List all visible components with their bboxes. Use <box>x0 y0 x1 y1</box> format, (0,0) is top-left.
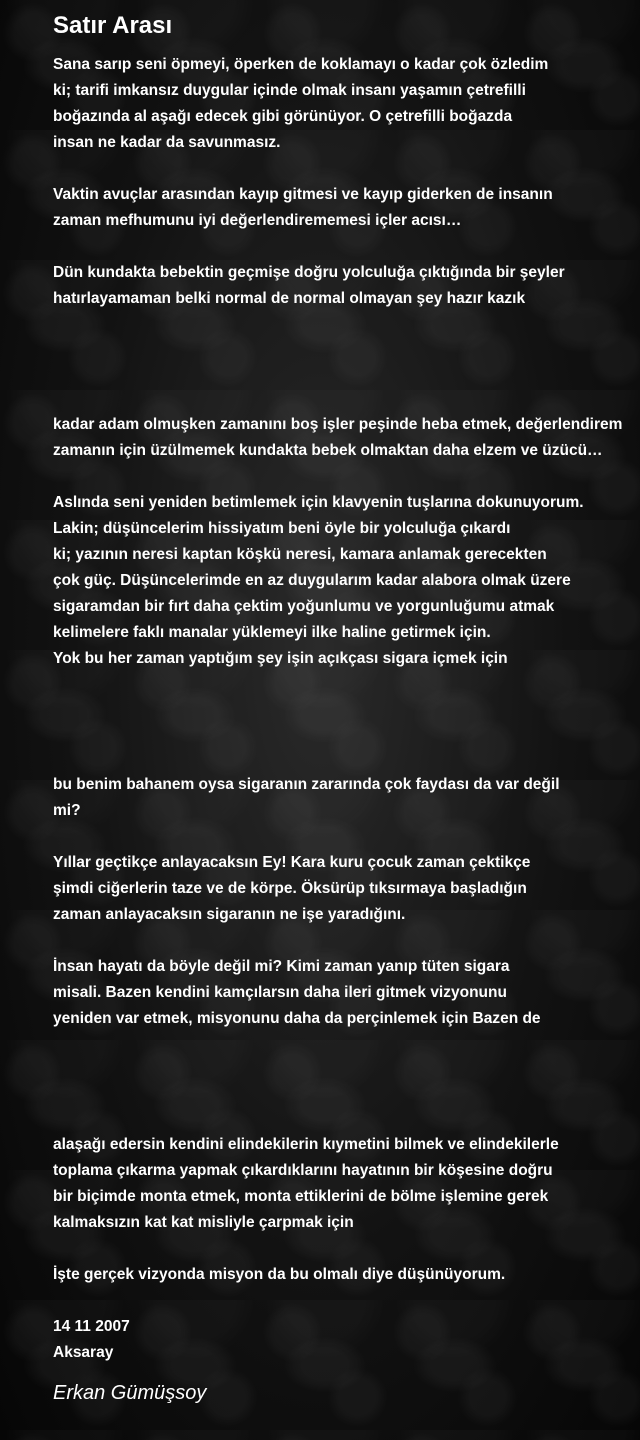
poem-line: zaman anlayacaksın sigaranın ne işe yaradığını. <box>53 906 406 923</box>
poem-line: Yıllar geçtikçe anlayacaksın Ey! Kara kuru çocuk zaman çektikçe <box>53 854 531 871</box>
poem-line: İnsan hayatı da böyle değil mi? Kimi zaman yanıp tüten sigara <box>53 958 510 975</box>
poem-line: kadar adam olmuşken zamanını boş işler peşinde heba etmek, değerlendirem <box>53 416 623 433</box>
poem-line: çok güç. Düşüncelerimde en az duygularım kadar alabora olmak üzere <box>53 572 571 589</box>
poem-line: şimdi ciğerlerin taze ve de körpe. Öksürüp tıksırmaya başladığın <box>53 880 527 897</box>
poem-line: zaman mefhumunu iyi değerlendirememesi içler acısı… <box>53 212 462 229</box>
poem-line: Lakin; düşüncelerim hissiyatım beni öyle bir yolculuğa çıkardı <box>53 520 511 537</box>
poem-line: Sana sarıp seni öpmeyi, öperken de koklamayı o kadar çok özledim <box>53 56 549 73</box>
poem-line: kelimelere faklı manalar yüklemeyi ilke haline getirmek için. <box>53 624 491 641</box>
poem-line: Vaktin avuçlar arasından kayıp gitmesi ve kayıp giderken de insanın <box>53 186 553 203</box>
poem-author: Erkan Gümüşsoy <box>53 1382 207 1404</box>
poem-place: Aksaray <box>53 1344 114 1361</box>
poem-line: boğazında al aşağı edecek gibi görünüyor. O çetrefilli boğazda <box>53 108 513 125</box>
poem-title: Satır Arası <box>53 12 173 39</box>
poem-line: Yok bu her zaman yaptığım şey işin açıkçası sigara içmek için <box>53 650 508 667</box>
poem-date: 14 11 2007 <box>53 1318 130 1335</box>
poem-line: kalmaksızın kat kat misliyle çarpmak için <box>53 1214 354 1231</box>
poem-line: bu benim bahanem oysa sigaranın zararında çok faydası da var değil <box>53 776 560 793</box>
poem-line: yeniden var etmek, misyonunu daha da perçinlemek için Bazen de <box>53 1010 541 1027</box>
poem-line: hatırlayamaman belki normal de normal olmayan şey hazır kazık <box>53 290 526 307</box>
poem-line: zamanın için üzülmemek kundakta bebek olmaktan daha elzem ve üzücü… <box>53 442 603 459</box>
poem-line: misali. Bazen kendini kamçılarsın daha ileri gitmek vizyonunu <box>53 984 507 1001</box>
poem-line: sigaramdan bir fırt daha çektim yoğunlumu ve yorgunluğumu atmak <box>53 598 555 615</box>
poem-line: Aslında seni yeniden betimlemek için klavyenin tuşlarına dokunuyorum. <box>53 494 584 511</box>
poem-line: İşte gerçek vizyonda misyon da bu olmalı diye düşünüyorum. <box>53 1266 506 1283</box>
poem-line: ki; tarifi imkansız duygular içinde olmak insanı yaşamın çetrefilli <box>53 82 526 99</box>
poem-line: mi? <box>53 802 81 819</box>
poem-line: bir biçimde monta etmek, monta ettiklerini de bölme işlemine gerek <box>53 1188 549 1205</box>
poem-line: Dün kundakta bebektin geçmişe doğru yolculuğa çıktığında bir şeyler <box>53 264 565 281</box>
poem-line: insan ne kadar da savunmasız. <box>53 134 281 151</box>
poem-line: ki; yazının neresi kaptan köşkü neresi, kamara anlamak gerecekten <box>53 546 547 563</box>
poem-line: alaşağı edersin kendini elindekilerin kıymetini bilmek ve elindekilerle <box>53 1136 559 1153</box>
poem-line: toplama çıkarma yapmak çıkardıklarını hayatının bir köşesine doğru <box>53 1162 553 1179</box>
